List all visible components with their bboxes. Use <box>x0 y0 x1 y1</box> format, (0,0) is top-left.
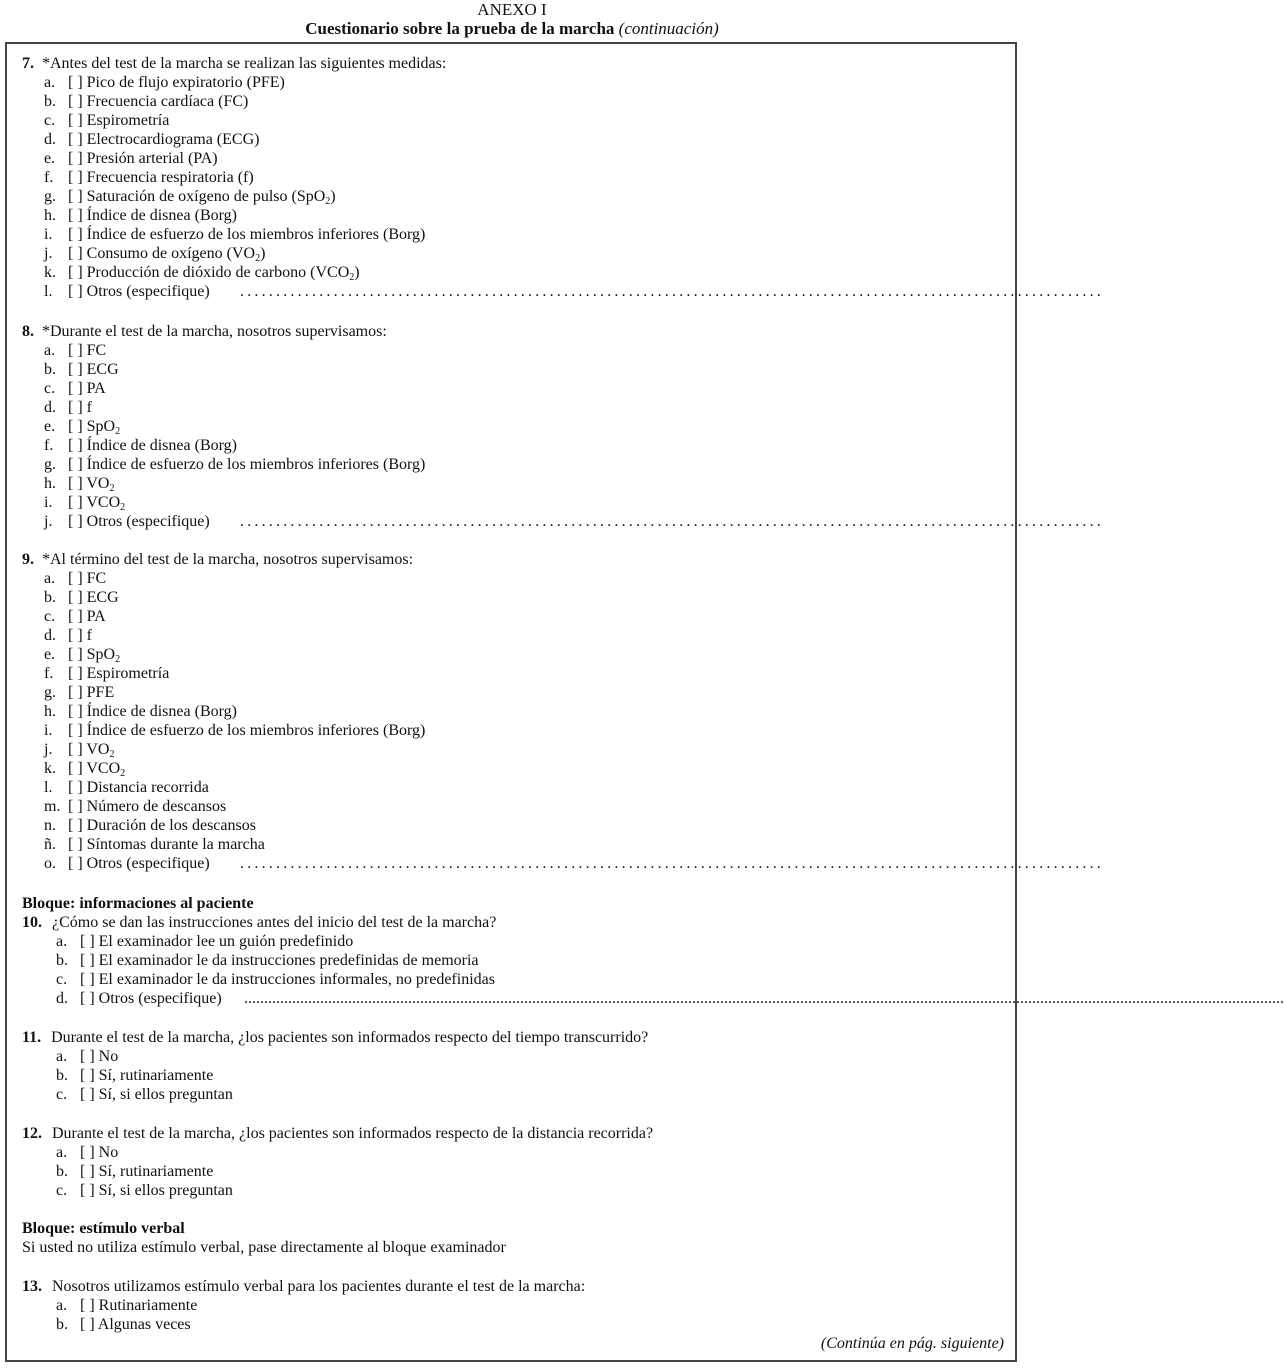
option-item[interactable] <box>44 474 114 493</box>
option-text: [ ] El examinador le da instrucciones informales, no predefinidas <box>80 971 495 988</box>
option-text: [ ] Otros (especifique) <box>68 513 210 530</box>
annex-label: ANEXO I <box>477 0 547 19</box>
question-number: 8. <box>22 323 34 340</box>
option-text: [ ] Saturación de oxígeno de pulso (SpO <box>68 188 326 205</box>
option-text: [ ] VCO <box>68 760 121 777</box>
option-text: [ ] PA <box>68 608 106 625</box>
question-text: *Al término del test de la marcha, nosotros supervisamos: <box>42 551 414 568</box>
question-number: 11. <box>22 1029 42 1046</box>
continues-note: (Continúa en pág. siguiente) <box>820 1335 1004 1352</box>
option-item[interactable] <box>44 417 120 436</box>
option-item[interactable] <box>56 1162 213 1181</box>
option-text: [ ] SpO <box>68 418 116 435</box>
option-text: [ ] FC <box>68 342 107 359</box>
option-letter: c. <box>44 608 56 625</box>
option-item[interactable] <box>44 702 237 721</box>
option-letter: h. <box>44 703 56 720</box>
option-letter: n. <box>44 817 56 834</box>
option-letter: b. <box>44 93 56 110</box>
option-letter: d. <box>56 990 68 1007</box>
question-text: *Durante el test de la marcha, nosotros supervisamos: <box>42 323 387 340</box>
option-letter: b. <box>56 1067 68 1084</box>
option-text: [ ] Otros (especifique) <box>68 855 210 872</box>
option-text: [ ] Espirometría <box>68 665 170 682</box>
option-letter: l. <box>44 779 53 796</box>
option-item[interactable] <box>44 455 425 474</box>
option-text: [ ] PA <box>68 380 106 397</box>
option-item[interactable] <box>44 512 210 531</box>
option-text: [ ] Consumo de oxígeno (VO <box>68 245 256 262</box>
option-item[interactable] <box>44 360 119 379</box>
option-item[interactable] <box>44 225 425 244</box>
question-text: Nosotros utilizamos estímulo verbal para los pacientes durante el test de la marcha: <box>52 1278 586 1295</box>
option-text: [ ] El examinador lee un guión predefinido <box>80 933 354 950</box>
option-letter: a. <box>44 74 56 91</box>
option-text: [ ] Distancia recorrida <box>68 779 209 796</box>
option-item[interactable] <box>56 1143 118 1162</box>
question-text: *Antes del test de la marcha se realizan las siguientes medidas: <box>42 55 447 72</box>
option-text: [ ] Índice de esfuerzo de los miembros inferiores (Borg) <box>68 226 426 243</box>
option-item[interactable] <box>56 1066 213 1085</box>
option-item[interactable] <box>44 111 169 130</box>
option-text: [ ] Frecuencia cardíaca (FC) <box>68 93 249 110</box>
option-letter: k. <box>44 264 56 281</box>
question-q13 <box>22 1277 585 1296</box>
option-text: [ ] Índice de esfuerzo de los miembros inferiores (Borg) <box>68 722 426 739</box>
option-text: [ ] VO <box>68 741 110 758</box>
question-text: Durante el test de la marcha, ¿los pacientes son informados respecto de la distancia recorrida? <box>52 1125 654 1142</box>
option-letter: a. <box>56 1297 68 1314</box>
option-text-after: ) <box>260 245 266 262</box>
option-item[interactable] <box>44 379 106 398</box>
option-letter: h. <box>44 475 56 492</box>
option-letter: d. <box>44 131 56 148</box>
option-text: [ ] SpO <box>68 646 116 663</box>
option-letter: b. <box>56 1163 68 1180</box>
question-number: 10. <box>22 914 42 931</box>
option-text: [ ] Sí, rutinariamente <box>80 1067 214 1084</box>
option-text: [ ] Presión arterial (PA) <box>68 150 218 167</box>
option-text: [ ] Electrocardiograma (ECG) <box>68 131 260 148</box>
option-text: [ ] Sí, rutinariamente <box>80 1163 214 1180</box>
option-item[interactable] <box>44 569 106 588</box>
option-text: [ ] Otros (especifique) <box>80 990 222 1007</box>
option-letter: o. <box>44 855 56 872</box>
option-item[interactable] <box>44 854 210 873</box>
option-item[interactable] <box>44 244 265 263</box>
option-letter: g. <box>44 684 56 701</box>
option-text: [ ] Producción de dióxido de carbono (VCO <box>68 264 350 281</box>
option-text: [ ] Índice de esfuerzo de los miembros inferiores (Borg) <box>68 456 426 473</box>
option-text: [ ] Frecuencia respiratoria (f) <box>68 169 254 186</box>
question-text: Durante el test de la marcha, ¿los pacientes son informados respecto del tiempo transcurrido? <box>51 1029 649 1046</box>
option-text: [ ] Otros (especifique) <box>68 283 210 300</box>
option-text: [ ] ECG <box>68 361 119 378</box>
option-text-after: ) <box>330 188 336 205</box>
option-item[interactable] <box>44 778 209 797</box>
subscript: 2 <box>115 654 121 665</box>
option-letter: j. <box>44 513 53 530</box>
option-text: [ ] ECG <box>68 589 119 606</box>
option-text: [ ] Espirometría <box>68 112 170 129</box>
question-number: 7. <box>22 55 34 72</box>
option-text: [ ] FC <box>68 570 107 587</box>
option-item[interactable] <box>56 1181 233 1200</box>
question-q8 <box>22 322 387 341</box>
option-text: [ ] Algunas veces <box>80 1316 191 1333</box>
option-item[interactable] <box>44 588 119 607</box>
subscript: 2 <box>115 426 121 437</box>
option-letter: i. <box>44 494 53 511</box>
option-text: [ ] Índice de disnea (Borg) <box>68 437 237 454</box>
option-letter: a. <box>44 342 56 359</box>
option-text-after: ) <box>354 264 360 281</box>
subscript: 2 <box>109 483 115 494</box>
option-text: [ ] No <box>80 1144 119 1161</box>
option-item[interactable] <box>44 721 425 740</box>
option-text: [ ] Síntomas durante la marcha <box>68 836 265 853</box>
subscript: 2 <box>325 196 331 207</box>
option-item[interactable] <box>44 263 360 282</box>
option-text: [ ] Pico de flujo expiratorio (PFE) <box>68 74 285 91</box>
subscript: 2 <box>255 253 261 264</box>
option-letter: i. <box>44 722 53 739</box>
option-text: [ ] f <box>68 399 92 416</box>
option-letter: c. <box>44 112 56 129</box>
option-item[interactable] <box>44 626 92 645</box>
option-item[interactable] <box>44 759 125 778</box>
option-text: [ ] VO <box>68 475 110 492</box>
fill-in-line[interactable]: ........................................................................................................................ <box>240 855 1104 872</box>
option-item[interactable] <box>44 187 336 206</box>
option-item[interactable] <box>44 493 125 512</box>
block-heading: Bloque: estímulo verbal <box>22 1220 185 1237</box>
option-letter: e. <box>44 646 56 663</box>
option-text: [ ] Sí, si ellos preguntan <box>80 1086 233 1103</box>
option-letter: b. <box>44 589 56 606</box>
option-item[interactable] <box>44 92 248 111</box>
option-letter: a. <box>56 1144 68 1161</box>
option-letter: a. <box>56 1048 68 1065</box>
option-item[interactable] <box>44 341 106 360</box>
question-number: 13. <box>22 1278 42 1295</box>
option-letter: f. <box>44 665 54 682</box>
option-text: [ ] Rutinariamente <box>80 1297 198 1314</box>
option-letter: e. <box>44 150 56 167</box>
question-number: 12. <box>22 1125 42 1142</box>
fill-in-line[interactable]: .................................................................................................................................................................................................................................................................... <box>244 990 1284 1007</box>
option-text: [ ] Índice de disnea (Borg) <box>68 207 237 224</box>
option-item[interactable] <box>44 740 114 759</box>
option-letter: f. <box>44 437 54 454</box>
question-q9 <box>22 550 413 569</box>
subscript: 2 <box>120 502 126 513</box>
option-item[interactable] <box>56 1047 118 1066</box>
option-letter: b. <box>56 1316 68 1333</box>
option-item[interactable] <box>56 1085 233 1104</box>
option-item[interactable] <box>44 683 114 702</box>
option-item[interactable] <box>44 645 120 664</box>
option-letter: c. <box>44 380 56 397</box>
option-letter: a. <box>56 933 68 950</box>
block-note: Si usted no utiliza estímulo verbal, pase directamente al bloque examinador <box>22 1239 506 1256</box>
option-letter: g. <box>44 188 56 205</box>
page-title <box>0 19 1024 39</box>
option-letter: f. <box>44 169 54 186</box>
option-item[interactable] <box>56 1315 191 1334</box>
option-text: [ ] Índice de disnea (Borg) <box>68 703 237 720</box>
option-text: [ ] El examinador le da instrucciones predefinidas de memoria <box>80 952 479 969</box>
option-item[interactable] <box>44 149 218 168</box>
option-letter: c. <box>56 971 68 988</box>
title-text: Cuestionario sobre la prueba de la marcha <box>305 19 615 38</box>
option-item[interactable] <box>44 436 237 455</box>
option-letter: a. <box>44 570 56 587</box>
option-letter: j. <box>44 741 53 758</box>
option-text: [ ] Número de descansos <box>68 798 227 815</box>
question-number: 9. <box>22 551 34 568</box>
option-item[interactable] <box>56 951 479 970</box>
option-text: [ ] Sí, si ellos preguntan <box>80 1182 233 1199</box>
option-item[interactable] <box>56 932 353 951</box>
option-item[interactable] <box>44 607 106 626</box>
option-letter: c. <box>56 1086 68 1103</box>
question-q11 <box>22 1028 648 1047</box>
option-letter: ñ. <box>44 836 56 853</box>
option-item[interactable] <box>56 970 495 989</box>
fill-in-line[interactable]: ........................................................................................................................ <box>240 513 1104 530</box>
option-letter: h. <box>44 207 56 224</box>
option-letter: m. <box>44 798 61 815</box>
option-item[interactable] <box>44 130 259 149</box>
option-item[interactable] <box>56 989 222 1008</box>
option-letter: l. <box>44 283 53 300</box>
option-text: [ ] f <box>68 627 92 644</box>
option-letter: k. <box>44 760 56 777</box>
option-text: [ ] Duración de los descansos <box>68 817 256 834</box>
option-letter: d. <box>44 399 56 416</box>
option-item[interactable] <box>44 664 169 683</box>
option-text: [ ] VCO <box>68 494 121 511</box>
question-q12 <box>22 1124 653 1143</box>
option-letter: j. <box>44 245 53 262</box>
option-item[interactable] <box>44 73 285 92</box>
option-item[interactable] <box>44 816 256 835</box>
option-item[interactable] <box>44 835 265 854</box>
option-letter: g. <box>44 456 56 473</box>
question-text: ¿Cómo se dan las instrucciones antes del inicio del test de la marcha? <box>52 914 497 931</box>
subscript: 2 <box>120 768 126 779</box>
option-letter: b. <box>56 952 68 969</box>
fill-in-line[interactable]: ........................................................................................................................ <box>240 283 1104 300</box>
option-item[interactable] <box>44 282 210 301</box>
option-letter: e. <box>44 418 56 435</box>
title-suffix: (continuación) <box>618 19 719 38</box>
subscript: 2 <box>349 272 355 283</box>
option-item[interactable] <box>44 797 226 816</box>
option-letter: c. <box>56 1182 68 1199</box>
option-text: [ ] PFE <box>68 684 115 701</box>
option-letter: i. <box>44 226 53 243</box>
option-item[interactable] <box>56 1296 197 1315</box>
question-q7 <box>22 54 446 73</box>
block-heading: Bloque: informaciones al paciente <box>22 895 254 912</box>
subscript: 2 <box>109 749 115 760</box>
question-q10 <box>22 913 496 932</box>
option-text: [ ] No <box>80 1048 119 1065</box>
option-letter: b. <box>44 361 56 378</box>
option-item[interactable] <box>44 398 92 417</box>
option-item[interactable] <box>44 168 254 187</box>
option-item[interactable] <box>44 206 237 225</box>
option-letter: d. <box>44 627 56 644</box>
